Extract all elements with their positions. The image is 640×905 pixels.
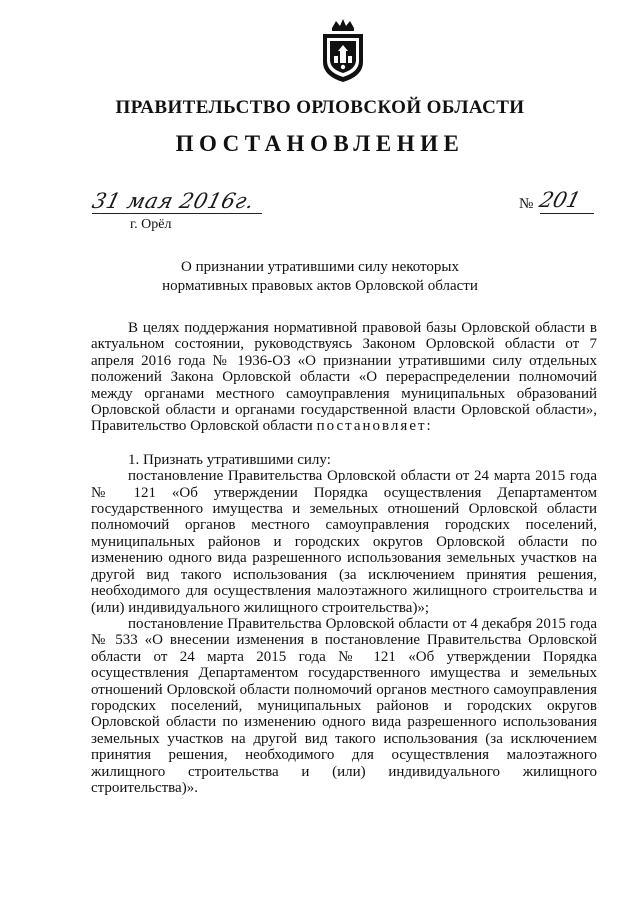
preamble-text: В целях поддержания нормативной правовой базы Орловской области в актуальном состоянии, руководствуясь Законом Орловской области от 7 апреля 2016 года № 1936-ОЗ «О признании утратившими силу отдельных положений Закона Орловской области «О перераспределении полномочий между органами местного самоуправления муниципальных образований Орловской области и органами государственной власти Орловской области», Правительство Орловской области	[91, 320, 597, 435]
point-1-heading: 1. Признать утратившими силу:	[128, 451, 331, 468]
number-label: №	[519, 196, 534, 212]
document-subject	[0, 258, 640, 296]
government-title: ПРАВИТЕЛЬСТВО ОРЛОВСКОЙ ОБЛАСТИ	[115, 97, 525, 118]
decree-word: постановляет:	[316, 418, 433, 435]
document-type-title: ПОСТАНОВЛЕНИЕ	[175, 131, 465, 156]
handwritten-date: 31 мая 2016г.	[89, 189, 257, 213]
document-body	[91, 320, 597, 796]
city-label: г. Орёл	[130, 217, 172, 232]
preamble-paragraph	[91, 320, 597, 435]
coat-of-arms-icon	[317, 18, 369, 84]
subject-line-1: О признании утратившими силу некоторых	[181, 259, 459, 275]
subject-line-2: нормативных правовых актов Орловской области	[162, 278, 478, 294]
handwritten-number: 201	[537, 188, 584, 212]
number-underline	[540, 213, 594, 214]
repealed-item-2: постановление Правительства Орловской области от 4 декабря 2015 года № 533 «О внесении изменения в постановление Правительства Орловской области от 24 марта 2015 года № 121 «Об утверждении Порядка осуществления Департаментом государственного имущества и земельных отношений Орловской области полномочий органов местного самоуправления городских поселений, муниципальных районов и городских округов Орловской области по изменению одного вида разрешенного использования земельных участков на другой вид такого использования (за исключением принятия решения, необходимого для осуществления малоэтажного жилищного строительства и (или) индивидуального жилищного строительства)».	[91, 615, 597, 796]
repealed-item-1: постановление Правительства Орловской области от 24 марта 2015 года № 121 «Об утверждении Порядка осуществления Департаментом государственного имущества и земельных отношений Орловской области полномочий органов местного самоуправления городских поселений, муниципальных районов и городских округов Орловской области по изменению одного вида разрешенного использования земельных участков на другой вид такого использования (за исключением принятия решения, необходимого для осуществления малоэтажного жилищного строительства и (или) индивидуального жилищного строительства)»;	[91, 468, 597, 616]
date-underline	[92, 213, 262, 214]
